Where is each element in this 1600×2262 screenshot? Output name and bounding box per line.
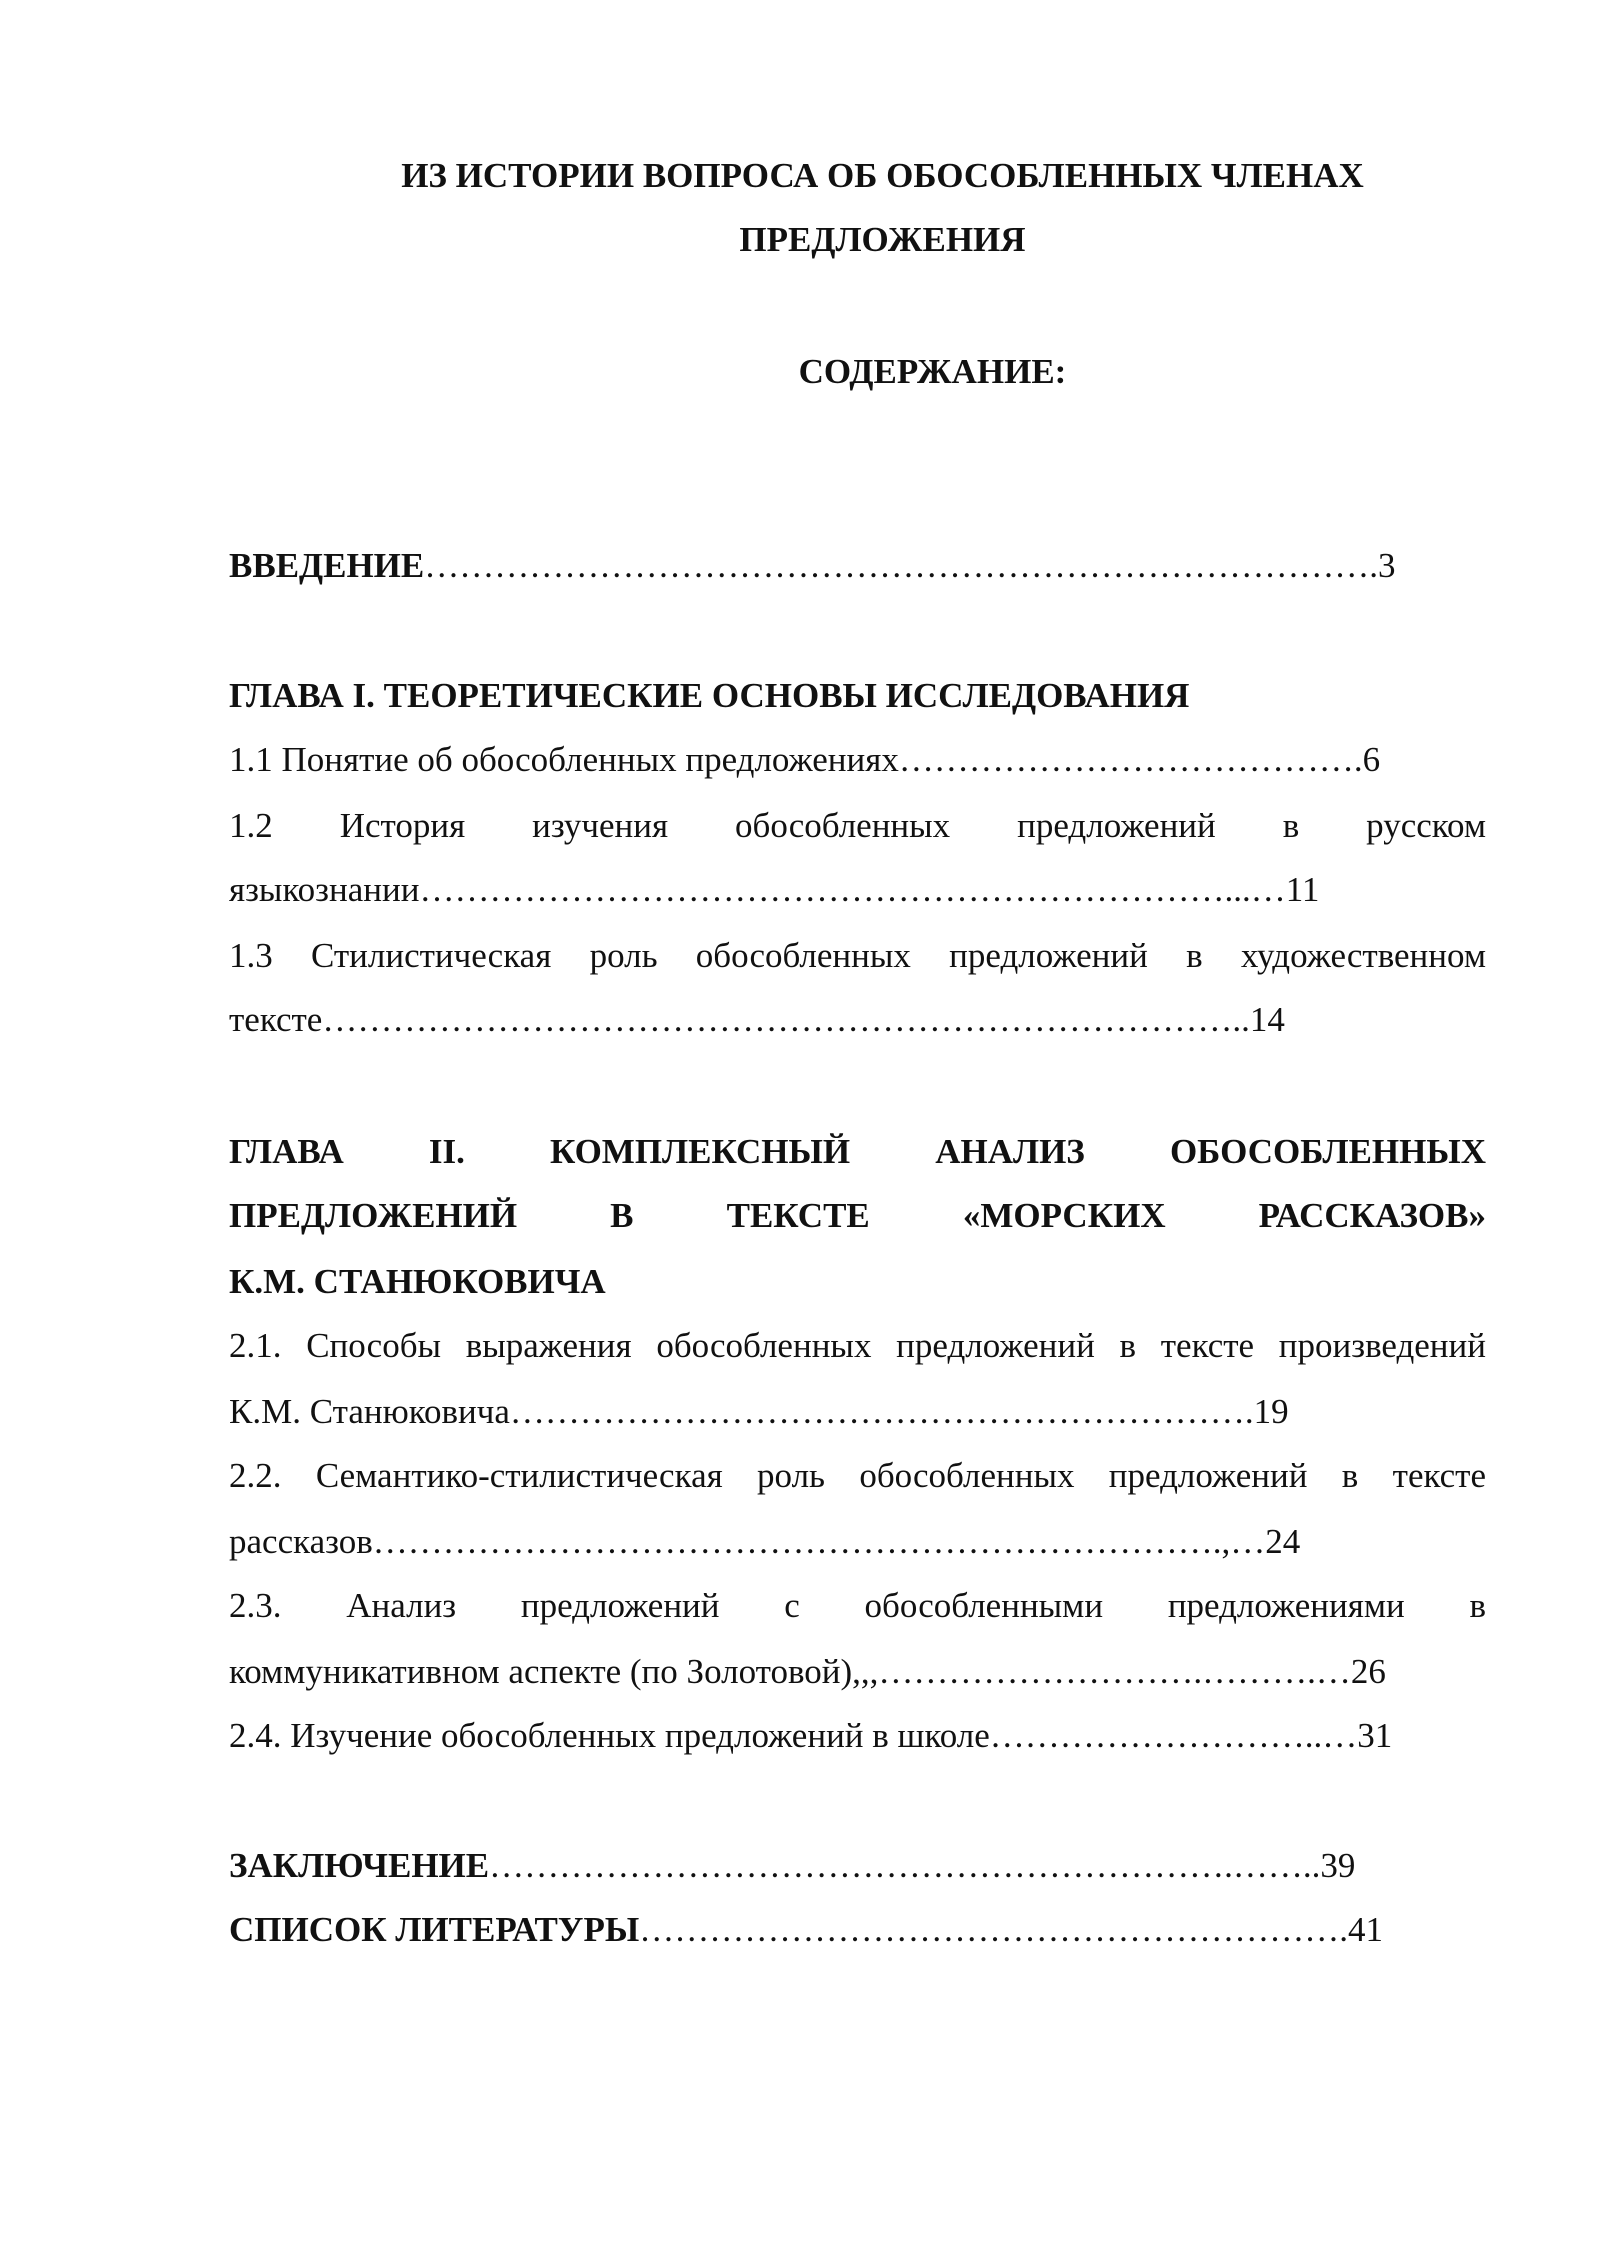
toc-chapter-2-heading-line-3: К.М. СТАНЮКОВИЧА xyxy=(229,1262,606,1301)
toc-item-2-1-line-2: К.М. Станюковича……………………………………………………….19 xyxy=(229,1392,1289,1431)
toc-conclusion-text-leader: ……………………………………………………….……..39 xyxy=(489,1846,1356,1885)
toc-item-2-2-line-1: 2.2. Семантико-стилистическая роль обособленных предложений в тексте xyxy=(229,1456,1486,1495)
toc-item-1-2-line-2: языкознании……………………………………………………………...…11 xyxy=(229,870,1320,909)
toc-chapter-2-heading-line-2: ПРЕДЛОЖЕНИЙ В ТЕКСТЕ «МОРСКИХ РАССКАЗОВ» xyxy=(229,1196,1486,1235)
toc-item-1-2-line-1: 1.2 История изучения обособленных предложений в русском xyxy=(229,806,1486,845)
toc-item-2-1-line-1: 2.1. Способы выражения обособленных предложений в тексте произведений xyxy=(229,1326,1486,1365)
toc-item-1-1: 1.1 Понятие об обособленных предложениях………………………………….6 xyxy=(229,740,1381,779)
toc-entry-references xyxy=(229,1898,1486,1962)
toc-item-2-4: 2.4. Изучение обособленных предложений в школе………………………..…31 xyxy=(229,1716,1393,1755)
toc-conclusion-text: ЗАКЛЮЧЕНИЕ xyxy=(229,1846,490,1885)
toc-item-1-3-line-2: тексте……………………………………………………………………..14 xyxy=(229,1000,1285,1039)
toc-introduction-label: ВВЕДЕНИЕ xyxy=(229,546,425,585)
toc-item-2-3-line-2: коммуникативном аспекте (по Золотовой),,,……………………….……….…26 xyxy=(229,1652,1386,1691)
toc-chapter-2-heading-line-1: ГЛАВА II. КОМПЛЕКСНЫЙ АНАЛИЗ ОБОСОБЛЕННЫХ xyxy=(229,1132,1486,1171)
document-title-line-1: ИЗ ИСТОРИИ ВОПРОСА ОБ ОБОСОБЛЕННЫХ ЧЛЕНАХ xyxy=(401,156,1364,195)
toc-references-text: СПИСОК ЛИТЕРАТУРЫ xyxy=(229,1910,640,1949)
toc-introduction-page: 3 xyxy=(1378,546,1396,585)
toc-entry-introduction xyxy=(229,534,1486,598)
toc-item-2-3-line-1: 2.3. Анализ предложений с обособленными предложениями в xyxy=(229,1586,1486,1625)
document-title-line-2: ПРЕДЛОЖЕНИЯ xyxy=(739,220,1026,259)
contents-heading: СОДЕРЖАНИЕ: xyxy=(798,352,1067,391)
toc-entry-conclusion xyxy=(229,1834,1486,1898)
toc-item-2-2-line-2: рассказов……………………………………………………………….,…24 xyxy=(229,1522,1301,1561)
toc-introduction-leader: ………………………………………………………………………. xyxy=(424,546,1379,585)
toc-item-1-3-line-1: 1.3 Стилистическая роль обособленных предложений в художественном xyxy=(229,936,1486,975)
toc-references-text-leader: …………………………………………………….41 xyxy=(639,1910,1383,1949)
toc-chapter-1-heading: ГЛАВА I. ТЕОРЕТИЧЕСКИЕ ОСНОВЫ ИССЛЕДОВАНИЯ xyxy=(229,676,1190,715)
